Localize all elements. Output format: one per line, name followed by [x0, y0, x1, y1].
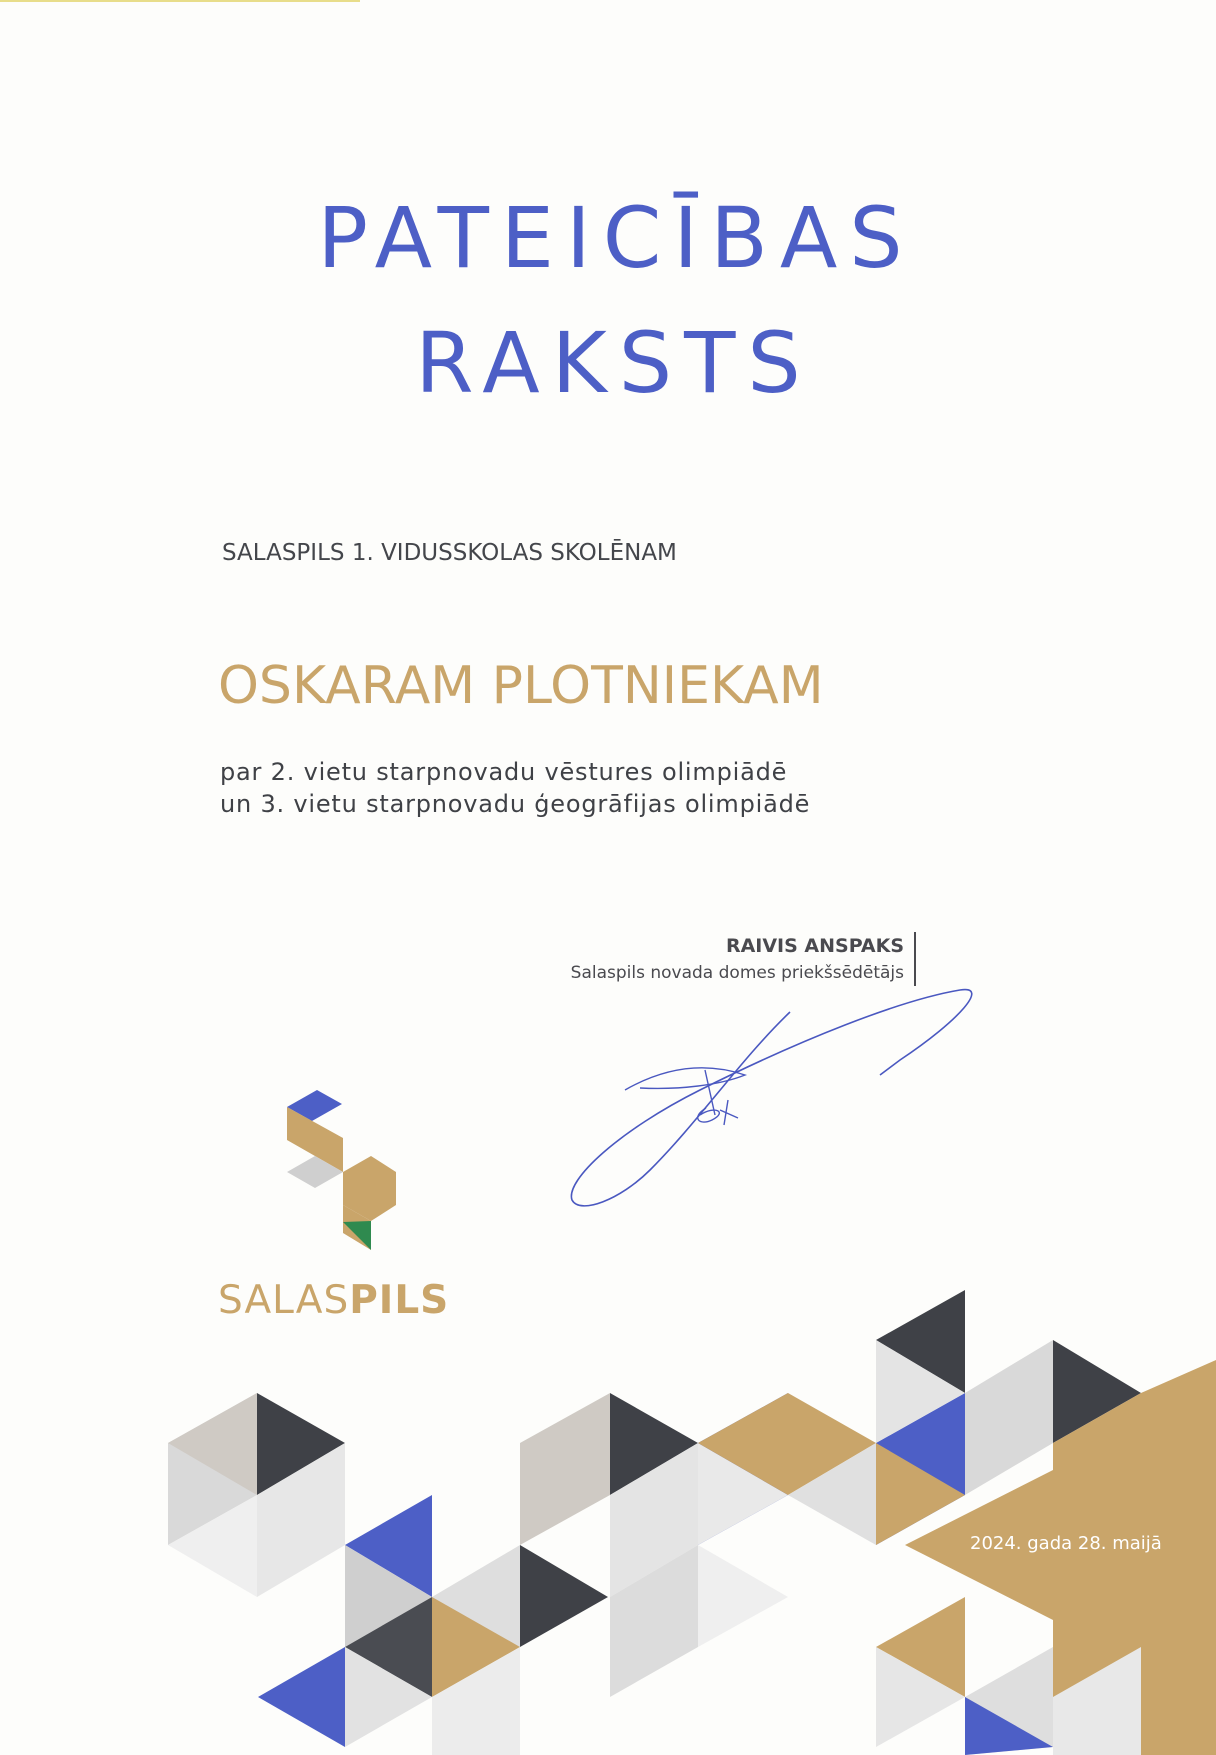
logo-text-bold: PILS	[349, 1278, 450, 1323]
reason-line-2: un 3. vietu starpnovadu ģeogrāfijas olimpiādē	[220, 790, 811, 818]
title-line-1: PATEICĪBAS	[317, 189, 915, 287]
title-line-2: RAKSTS	[415, 314, 813, 412]
logo-text-light: SALAS	[218, 1278, 350, 1323]
issue-date: 2024. gada 28. maijā	[970, 1533, 1162, 1554]
school-line: SALASPILS 1. VIDUSSKOLAS SKOLĒNAM	[222, 540, 677, 566]
signatory-role: Salaspils novada domes priekšsēdētājs	[570, 963, 904, 983]
recipient-name: OSKARAM PLOTNIEKAM	[218, 656, 824, 716]
reason-line-1: par 2. vietu starpnovadu vēstures olimpiādē	[220, 758, 788, 786]
signatory-name: RAIVIS ANSPAKS	[725, 935, 904, 957]
